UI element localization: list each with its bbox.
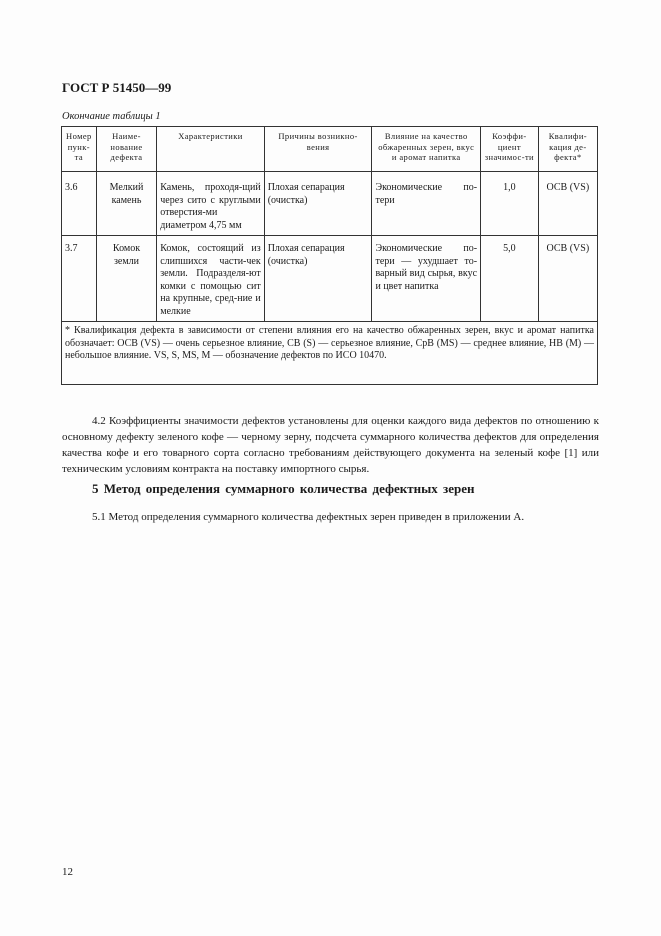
paragraph-4-2: 4.2 Коэффициенты значимости дефектов установлены для оценки каждого вида дефектов по отношению к основному дефекту зеленого кофе — черному зерну, подсчета суммарного количества дефектов для определения качества кофе и его товарного сорта согласно требованиям действующего документа на зеленый кофе [1] или техническим условиям контракта на поставку импортного сырья. [62, 415, 599, 475]
column-header-qualification: Квалифи-кация де-фекта* [538, 127, 597, 172]
table-footnote-row [62, 322, 598, 385]
table-row [62, 236, 598, 322]
cell-number: 3.6 [62, 172, 97, 236]
column-header-name: Наиме-нование дефекта [96, 127, 157, 172]
table-row [62, 172, 598, 236]
table-footnote: * Квалификация дефекта в зависимости от степени влияния его на качество обжаренных зерен, вкус и аромат напитка обозначает: ОСВ (VS) — очень серьезное влияние, СВ (S) — серьезное влияние, СрВ (MS) — среднее влияние, НВ (М) — небольшое влияние. VS, S, MS, М — обозначение дефектов по ИСО 10470. [62, 322, 598, 385]
column-header-causes: Причины возникно-вения [264, 127, 372, 172]
table-header-row [62, 127, 598, 172]
cell-qualification: ОСВ (VS) [538, 236, 597, 322]
cell-qualification: ОСВ (VS) [538, 172, 597, 236]
document-header: ГОСТ Р 51450—99 [62, 80, 172, 95]
column-header-coefficient: Коэффи-циент значимос-ти [481, 127, 539, 172]
column-header-effect: Влияние на качество обжаренных зерен, вкус и аромат напитка [372, 127, 481, 172]
cell-characteristics: Комок, состоящий из слипшихся части-чек земли. Подразделя-ют комки с помощью сит на крупные, сред-ние и мелкие [157, 236, 264, 322]
page-number: 12 [62, 866, 73, 878]
cell-name: Мелкий камень [96, 172, 157, 236]
cell-coefficient: 5,0 [481, 236, 539, 322]
cell-coefficient: 1,0 [481, 172, 539, 236]
cell-characteristics: Камень, проходя-щий через сито с круглыми отверстия-ми диаметром 4,75 мм [157, 172, 264, 236]
column-header-characteristics: Характеристики [157, 127, 264, 172]
cell-cause: Плохая сепарация (очистка) [264, 236, 372, 322]
cell-name: Комок земли [96, 236, 157, 322]
defects-table [61, 126, 598, 385]
cell-cause: Плохая сепарация (очистка) [264, 172, 372, 236]
column-header-number: Номер пунк-та [62, 127, 97, 172]
cell-effect: Экономические по-тери — ухудшает то-варный вид сырья, вкус и цвет напитка [372, 236, 481, 322]
cell-number: 3.7 [62, 236, 97, 322]
table-caption: Окончание таблицы 1 [62, 111, 161, 122]
cell-effect: Экономические по-тери [372, 172, 481, 236]
paragraph-5-1: 5.1 Метод определения суммарного количества дефектных зерен приведен в приложении А. [92, 511, 525, 523]
section-5-heading: 5 Метод определения суммарного количества дефектных зерен [92, 481, 475, 496]
